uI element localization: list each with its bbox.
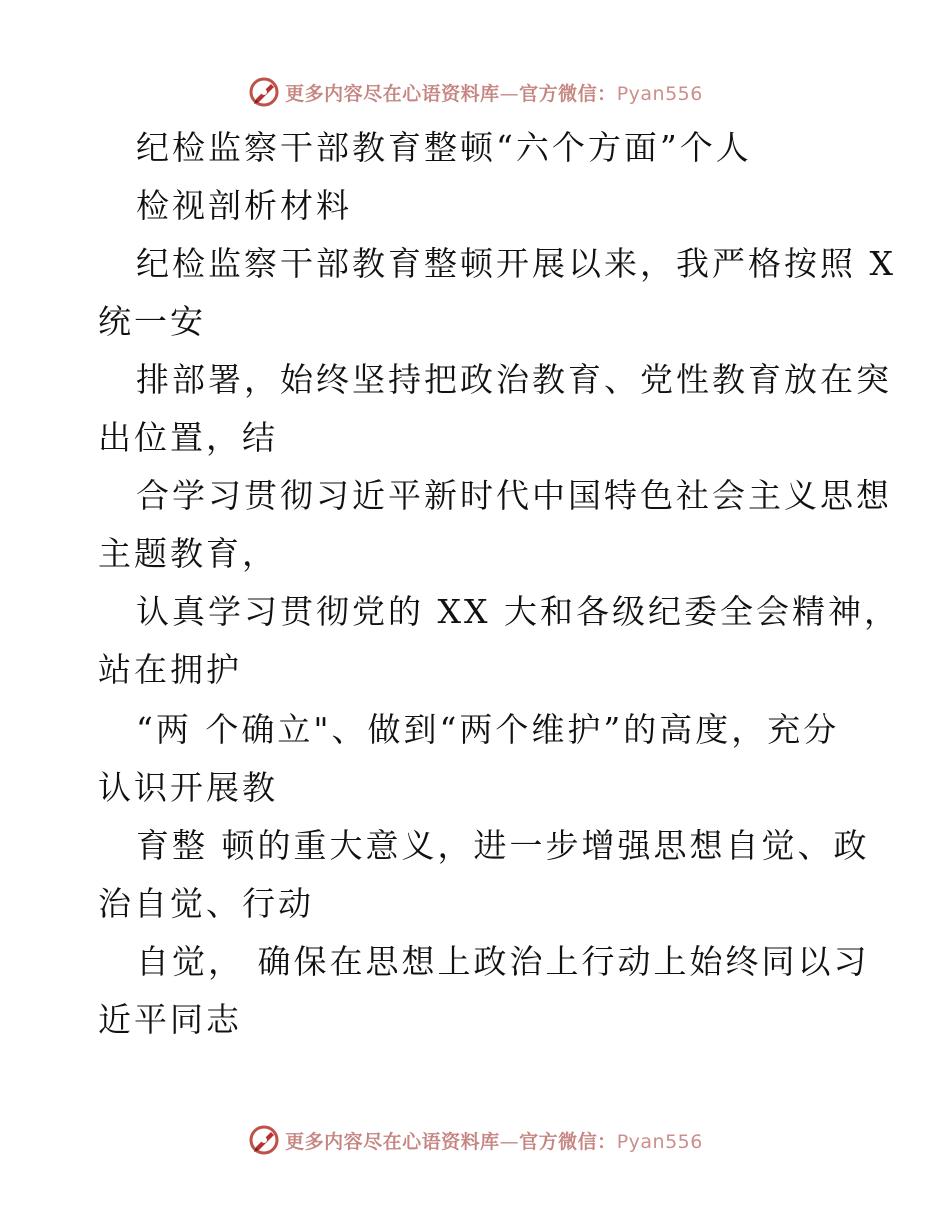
paragraph-line: 近平同志 xyxy=(98,1000,242,1039)
paragraph-line: 自觉， 确保在思想上政治上行动上始终同以习 xyxy=(136,942,870,981)
paragraph-line: 排部署，始终坚持把政治教育、党性教育放在突 xyxy=(136,360,892,399)
pen-logo-icon xyxy=(247,75,281,109)
paragraph-line: 治自觉、行动 xyxy=(98,884,314,923)
watermark-wechat-id: Pyan556 xyxy=(616,1130,703,1153)
watermark-site-name: 更多内容尽在心语资料库 xyxy=(285,1130,500,1153)
paragraph-line: 主题教育， xyxy=(98,534,278,573)
paragraph-line: 认识开展教 xyxy=(98,768,278,807)
watermark-dash: — xyxy=(499,1130,520,1153)
watermark-text xyxy=(285,79,703,106)
paragraph-line: 站在拥护 xyxy=(98,650,242,689)
doc-title-line-2: 检视剖析材料 xyxy=(136,186,352,225)
paragraph-line: “两 个确立"、做到“两个维护”的高度，充分 xyxy=(136,710,840,749)
footer-watermark xyxy=(0,1120,950,1160)
pen-logo-icon xyxy=(247,1123,281,1157)
watermark-label: 官方微信： xyxy=(519,1130,617,1153)
paragraph-line: 出位置，结 xyxy=(98,418,278,457)
doc-title-line-1: 纪检监察干部教育整顿“六个方面”个人 xyxy=(136,128,752,167)
paragraph-line: 统一安 xyxy=(98,302,206,341)
paragraph-line: 认真学习贯彻党的 XX 大和各级纪委全会精神， xyxy=(136,592,900,631)
watermark-dash: — xyxy=(499,82,520,105)
watermark-text xyxy=(285,1127,703,1154)
watermark-wechat-id: Pyan556 xyxy=(616,82,703,105)
watermark-site-name: 更多内容尽在心语资料库 xyxy=(285,82,500,105)
paragraph-line: 育整 顿的重大意义，进一步增强思想自觉、政 xyxy=(136,826,870,865)
paragraph-line: 合学习贯彻习近平新时代中国特色社会主义思想 xyxy=(136,476,892,515)
header-watermark xyxy=(0,72,950,112)
paragraph-line: 纪检监察干部教育整顿开展以来，我严格按照 X xyxy=(136,244,896,283)
watermark-label: 官方微信： xyxy=(519,82,617,105)
